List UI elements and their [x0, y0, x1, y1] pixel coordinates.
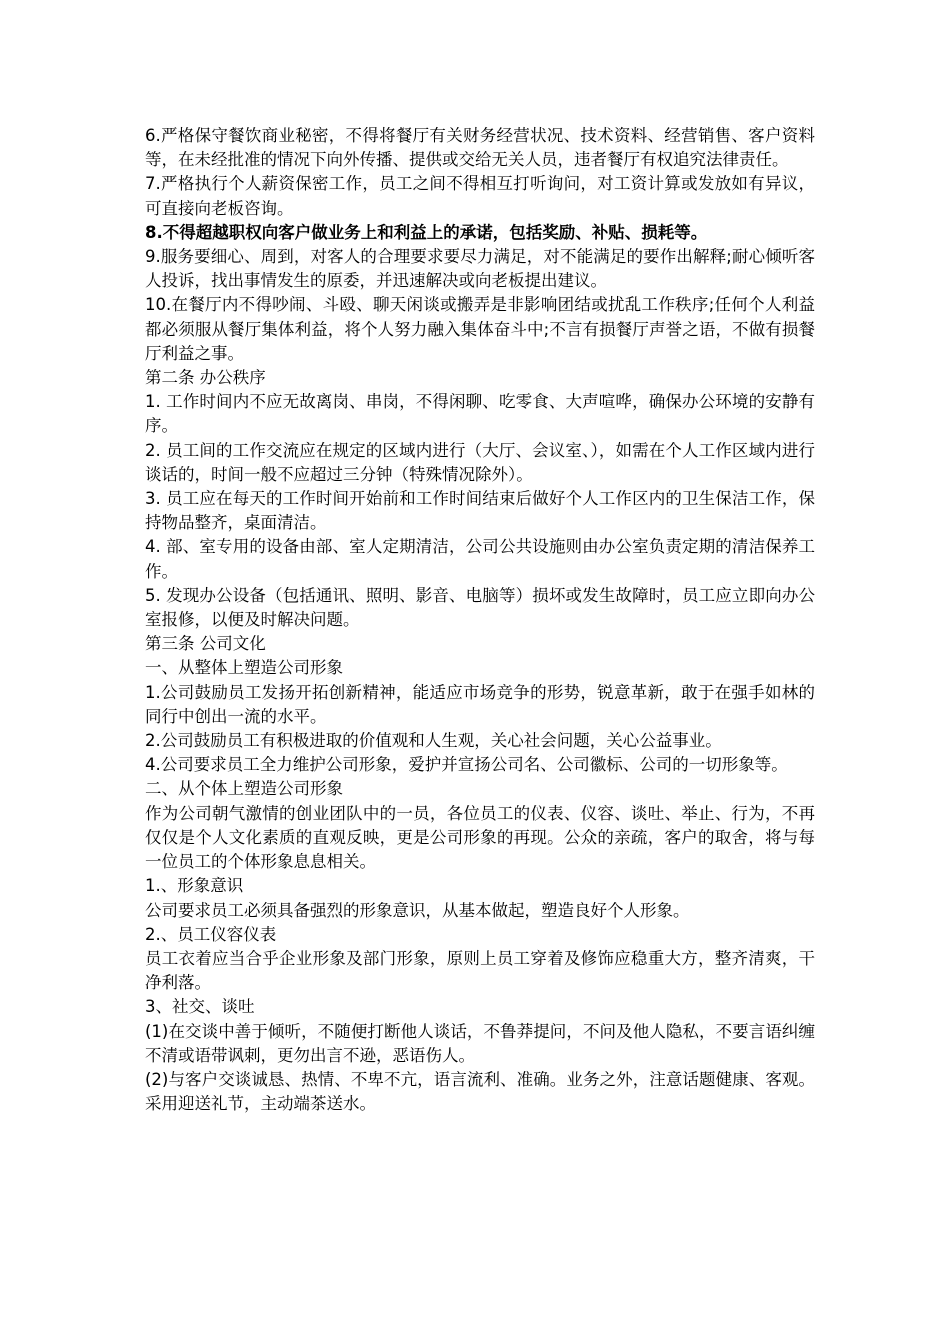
item-heading: 3、社交、谈吐 [145, 997, 255, 1017]
paragraph: 1. 工作时间内不应无故离岗、串岗，不得闲聊、吃零食、大声喧哗，确保办公环境的安静有序。 [145, 392, 815, 436]
paragraph: 4. 部、室专用的设备由部、室人定期清洁，公司公共设施则由办公室负责定期的清洁保养工作。 [145, 537, 815, 581]
paragraph: 公司要求员工必须具备强烈的形象意识，从基本做起，塑造良好个人形象。 [145, 900, 690, 920]
paragraph: 员工衣着应当合乎企业形象及部门形象，原则上员工穿着及修饰应稳重大方，整齐清爽，干净利落。 [145, 948, 815, 993]
paragraph: 3. 员工应在每天的工作时间开始前和工作时间结束后做好个人工作区内的卫生保洁工作，保持物品整齐，桌面清洁。 [145, 489, 815, 533]
paragraph: 2. 员工间的工作交流应在规定的区域内进行（大厅、会议室、），如需在个人工作区域内进行谈话的，时间一般不应超过三分钟（特殊情况除外）。 [145, 440, 815, 484]
section-heading: 第二条 办公秩序 [145, 368, 266, 388]
paragraph: 6.严格保守餐饮商业秘密，不得将餐厅有关财务经营状况、技术资料、经营销售、客户资料等，在未经批准的情况下向外传播、提供或交给无关人员，违者餐厅有权追究法律责任。 [145, 126, 815, 170]
subsection-heading: 一、从整体上塑造公司形象 [145, 658, 343, 678]
paragraph: 4.公司要求员工全力维护公司形象，爱护并宣扬公司名、公司徽标、公司的一切形象等。 [145, 755, 788, 775]
paragraph-bold: 8.不得超越职权向客户做业务上和利益上的承诺，包括奖励、补贴、损耗等。 [145, 222, 708, 242]
section-heading: 第三条 公司文化 [145, 634, 266, 654]
item-heading: 2.、员工仪容仪表 [145, 924, 277, 944]
subsection-heading: 二、从个体上塑造公司形象 [145, 779, 343, 799]
item-heading: 1.、形象意识 [145, 876, 244, 896]
document-body [145, 124, 815, 1116]
paragraph: 2.公司鼓励员工有积极进取的价值观和人生观，关心社会问题，关心公益事业。 [145, 731, 722, 751]
paragraph: 1.公司鼓励员工发扬开拓创新精神，能适应市场竞争的形势，锐意革新，敢于在强手如林的同行中创出一流的水平。 [145, 682, 815, 726]
paragraph: 作为公司朝气激情的创业团队中的一员，各位员工的仪表、仪容、谈吐、举止、行为，不再仅仅是个人文化素质的直观反映，更是公司形象的再现。公众的亲疏，客户的取舍，将与每一位员工的个体形象息息相关。 [145, 803, 815, 872]
paragraph: (1)在交谈中善于倾听，不随便打断他人谈话，不鲁莽提问，不问及他人隐私，不要言语纠缠不清或语带讽刺，更勿出言不逊，恶语伤人。 [145, 1021, 815, 1065]
paragraph: 9.服务要细心、周到，对客人的合理要求要尽力满足，对不能满足的要作出解释;耐心倾听客人投诉，找出事情发生的原委，并迅速解决或向老板提出建议。 [145, 247, 815, 291]
paragraph: 7.严格执行个人薪资保密工作，员工之间不得相互打听询问，对工资计算或发放如有异议，可直接向老板咨询。 [145, 174, 815, 218]
paragraph: (2)与客户交谈诚恳、热情、不卑不亢，语言流利、准确。业务之外，注意话题健康、客观。采用迎送礼节，主动端茶送水。 [145, 1069, 815, 1114]
paragraph: 10.在餐厅内不得吵闹、斗殴、聊天闲谈或搬弄是非影响团结或扰乱工作秩序;任何个人利益都必须服从餐厅集体利益，将个人努力融入集体奋斗中;不言有损餐厅声誉之语，不做有损餐厅利益之事。 [145, 295, 815, 363]
paragraph: 5. 发现办公设备（包括通讯、照明、影音、电脑等）损坏或发生故障时，员工应立即向办公室报修，以便及时解决问题。 [145, 585, 815, 630]
